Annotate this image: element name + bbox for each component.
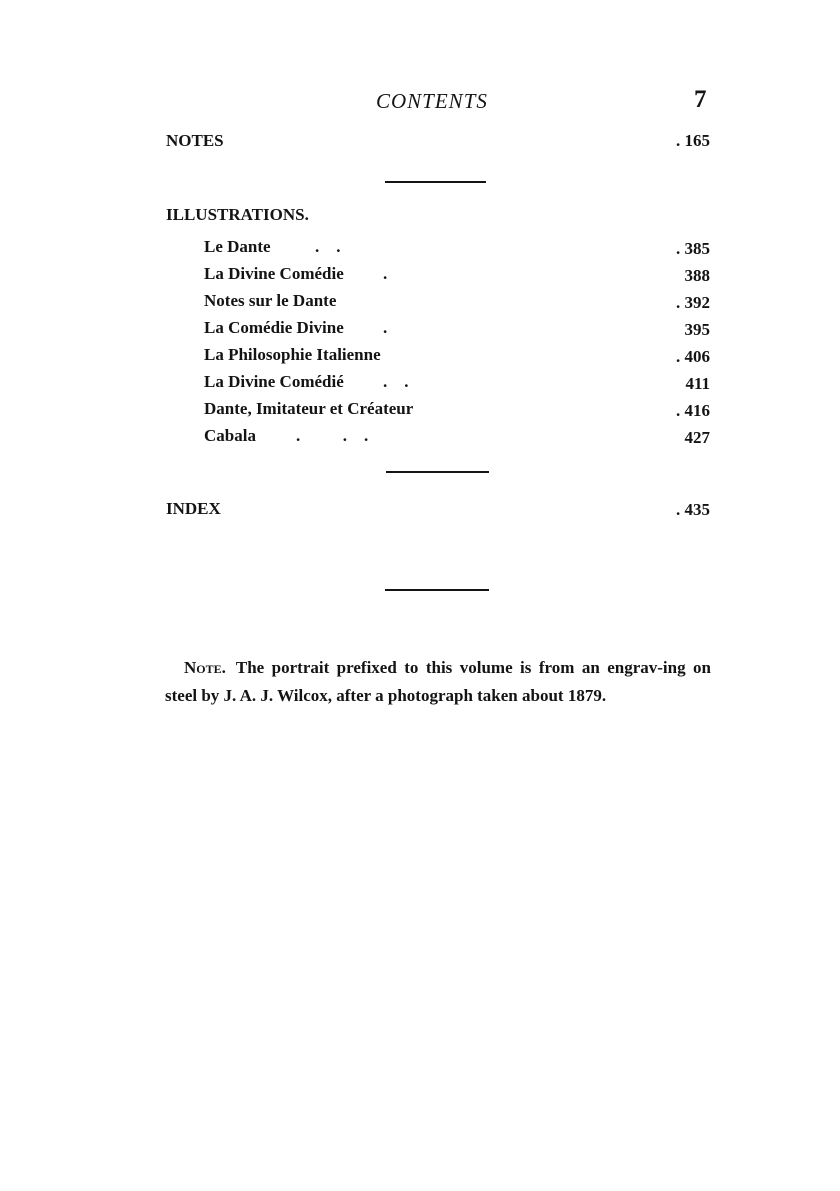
section-divider [385,589,489,591]
illustration-title: Cabala [204,426,256,445]
illustration-page: . 385 [676,239,710,258]
illustration-page: 411 [685,374,710,393]
illustrations-heading: ILLUSTRATIONS. [166,205,309,224]
illustration-title: Notes sur le Dante [204,291,337,310]
page-number: 7 [694,86,707,113]
notes-entry-label: NOTES [166,131,224,150]
footnote-lead: Note. [184,658,226,677]
section-divider [385,181,486,183]
leader-dots: . . [315,237,341,256]
running-head: CONTENTS [376,89,488,113]
notes-entry-page: . 165 [676,131,710,150]
index-entry-page: . 435 [676,500,710,519]
leader-dots: . [383,264,388,283]
illustration-page: . 392 [676,293,710,312]
illustration-title: La Comédie Divine [204,318,344,337]
illustration-page: . 416 [676,401,710,420]
index-entry-label: INDEX [166,499,221,518]
illustration-title: La Divine Comédie [204,264,344,283]
illustration-page: 427 [684,428,710,447]
illustration-title: La Divine Comédié [204,372,344,391]
illustration-page: . 406 [676,347,710,366]
leader-dots: . [383,318,388,337]
illustration-page: 388 [684,266,710,285]
leader-dots: . . [383,372,409,391]
illustration-page: 395 [684,320,710,339]
footnote-text: The portrait prefixed to this volume is from an engrav-ing on steel by J. A. J. Wilcox, after a photograph taken about 1879. [165,658,711,705]
footnote [165,654,711,710]
section-divider [386,471,489,473]
leader-dots: . . . [296,426,369,445]
illustration-title: Dante, Imitateur et Créateur [204,399,414,418]
illustration-title: La Philosophie Italienne [204,345,381,364]
illustration-title: Le Dante [204,237,271,256]
